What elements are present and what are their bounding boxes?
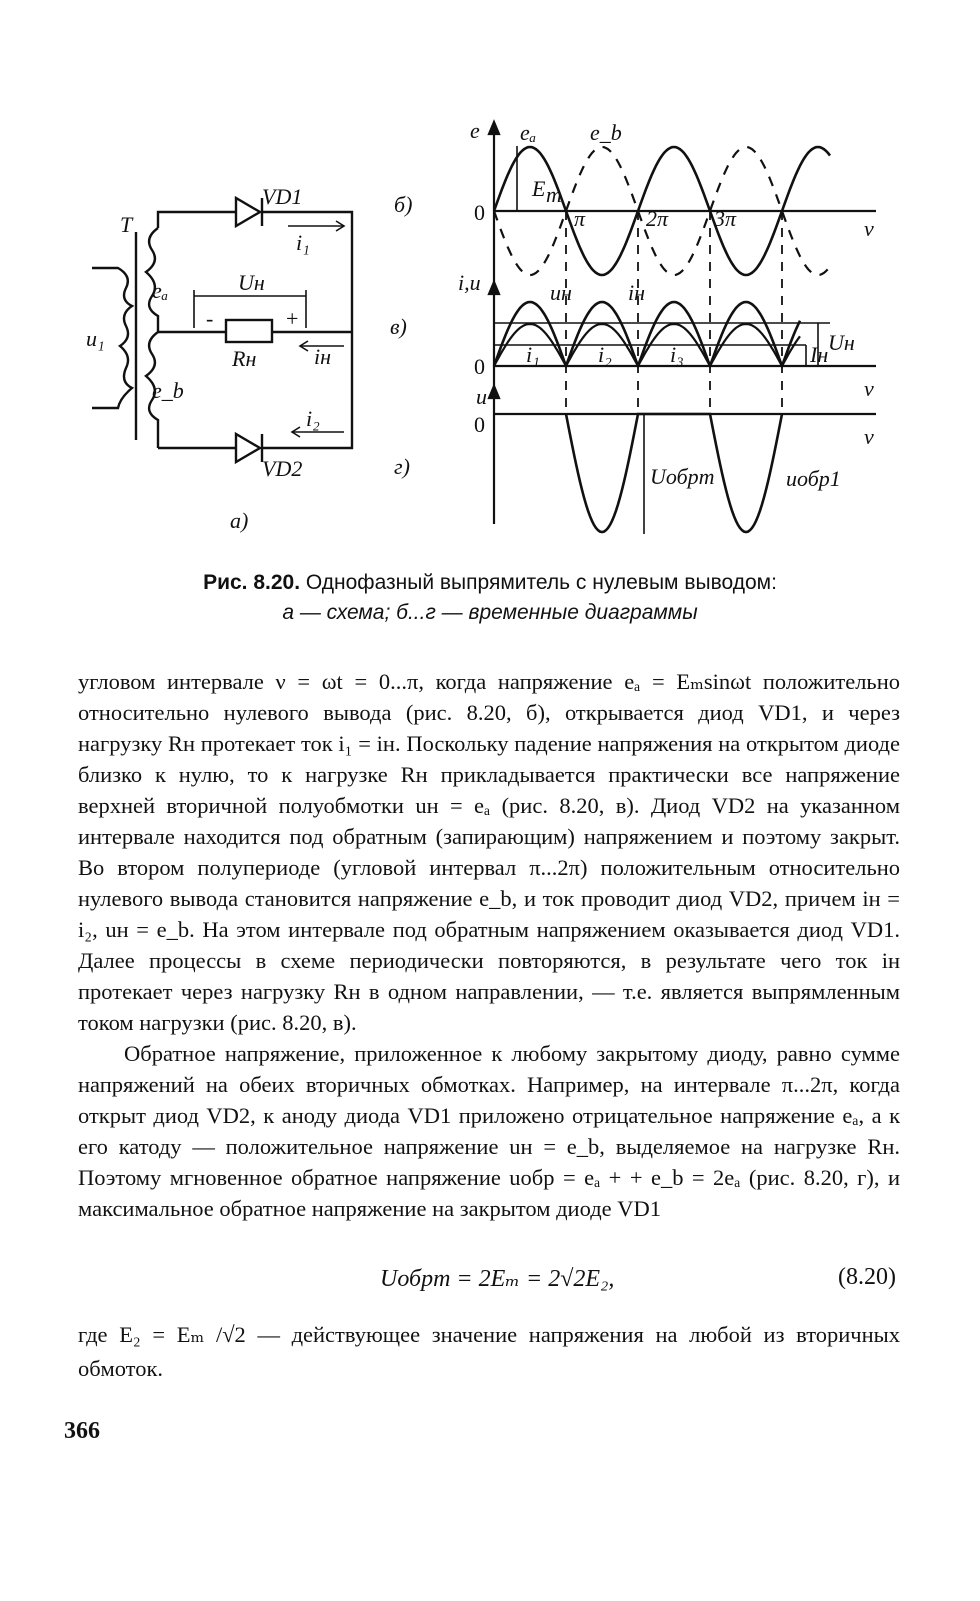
label-nu-v: ν: [864, 376, 874, 401]
body-text: [78, 666, 900, 1224]
paragraph-1: угловом интервале ν = ωt = 0...π, когда напряжение eₐ = Eₘsinωt положительно относительно нулевого вывода (рис. 8.20, б), открывается диод VD1, и через нагрузку Rн протекает ток i₁ = iн. Поскольку падение напряжения на открытом диоде близко к нулю, то к нагрузке Rн прикладывается практически все напряжение верхней вторичной полуобмотки uн = eₐ (рис. 8.20, в). Диод VD2 на указанном интервале находится под обратным (запирающим) напряжением и поэтому закрыт. Во втором полупериоде (угловой интервал π...2π) положительным относительно нулевого вывода становится напряжение e_b, и ток проводит диод VD2, причем iн = i₂, uн = e_b. На этом интервале под обратным напряжением оказывается диод VD1. Далее процессы в схеме периодически повторяются, в результате чего ток iн протекает через нагрузку Rн в одном направлении, — т.е. является выпрямленным током нагрузки (рис. 8.20, в).: [78, 669, 900, 1035]
figure-svg: [0, 0, 980, 560]
label-i1: i₁: [296, 230, 310, 255]
label-i2: i₂: [306, 406, 320, 431]
axis-iu-arrow: [489, 282, 499, 294]
label-nu-b: ν: [864, 216, 874, 241]
label-in-level: Iн: [810, 342, 829, 367]
label-u1: u₁: [86, 326, 105, 351]
load-resistor: [226, 320, 272, 342]
label-zero-b: 0: [474, 200, 485, 225]
label-i2-wave: i₂: [598, 342, 612, 367]
label-i1-wave: i₁: [526, 342, 540, 367]
label-sub-v: в): [390, 314, 407, 339]
label-pi: π: [574, 206, 586, 231]
label-vd1: VD1: [262, 184, 303, 209]
label-wave-eb: e_b: [590, 120, 622, 145]
figure-8-20: [0, 0, 980, 560]
label-in-wave: iн: [628, 280, 646, 305]
page-number: 366: [64, 1418, 100, 1444]
label-rn: Rн: [232, 346, 257, 371]
wire-top-left: [158, 212, 236, 228]
label-vd2: VD2: [262, 456, 303, 481]
label-i3-wave: i₃: [670, 342, 684, 367]
label-zero-g: 0: [474, 412, 485, 437]
caption-title: Однофазный выпрямитель с нулевым выводом:: [305, 571, 777, 594]
label-uobrm: Uобрm: [650, 464, 715, 489]
label-sub-b: б): [394, 192, 413, 217]
paragraph-2: Обратное напряжение, приложенное к любому закрытому диоду, равно сумме напряжений на обеих вторичных обмотках. Например, на интервале π...2π, когда открыт диод VD2, к аноду диода VD1 приложено отрицательное напряжение eₐ, а к его катоду — положительное напряжение uн = e_b, выделяемое на нагрузке Rн. Поэтому мгновенное обратное напряжение uобр = eₐ + + e_b = 2eₐ (рис. 8.20, г), и максимальное обратное напряжение на закрытом диоде VD1: [78, 1041, 900, 1221]
paragraph-3: где E₂ = Eₘ /√2 — действующее значение напряжения на любой из вторичных обмоток.: [78, 1322, 900, 1381]
label-un-level: Uн: [828, 330, 855, 355]
diode-vd1: [236, 198, 260, 226]
label-un-wave: uн: [550, 280, 572, 305]
diode-vd2: [236, 434, 260, 462]
formula-number: (8.20): [838, 1264, 896, 1290]
label-axis-e: e: [470, 118, 480, 143]
label-ea: eₐ: [152, 278, 169, 303]
label-axis-u: u: [476, 384, 487, 409]
label-zero-v: 0: [474, 354, 485, 379]
label-sub-g: г): [394, 454, 410, 479]
figure-caption-line2: [0, 598, 980, 628]
label-minus: -: [206, 306, 214, 331]
label-uobr1: uобр1: [786, 466, 841, 491]
label-axis-iu: i,u: [458, 270, 481, 295]
label-3pi: 3π: [714, 206, 737, 231]
label-em: E: [532, 176, 546, 201]
label-wave-ea: eₐ: [520, 120, 537, 145]
caption-line2: а — схема; б...г — временные диаграммы: [282, 601, 698, 624]
pi-dashed-lines: [566, 211, 782, 414]
label-eb: e_b: [152, 378, 184, 403]
axis-u-arrow: [489, 386, 499, 398]
label-2pi: 2π: [646, 206, 669, 231]
label-plus: +: [286, 306, 299, 331]
caption-label: Рис. 8.20.: [203, 571, 301, 594]
formula-8-20: Uобрm = 2Eₘ = 2√2E₂,: [380, 1266, 615, 1292]
axis-e-arrow: [489, 122, 499, 134]
un-wave: [494, 302, 800, 366]
label-un: Uн: [238, 270, 265, 295]
figure-caption: [0, 568, 980, 598]
secondary-winding: [146, 228, 158, 448]
label-em-sub: m: [546, 182, 562, 207]
label-in: iн: [314, 344, 332, 369]
label-nu-g: ν: [864, 424, 874, 449]
label-sub-a: а): [230, 508, 249, 533]
label-t: T: [120, 212, 133, 237]
